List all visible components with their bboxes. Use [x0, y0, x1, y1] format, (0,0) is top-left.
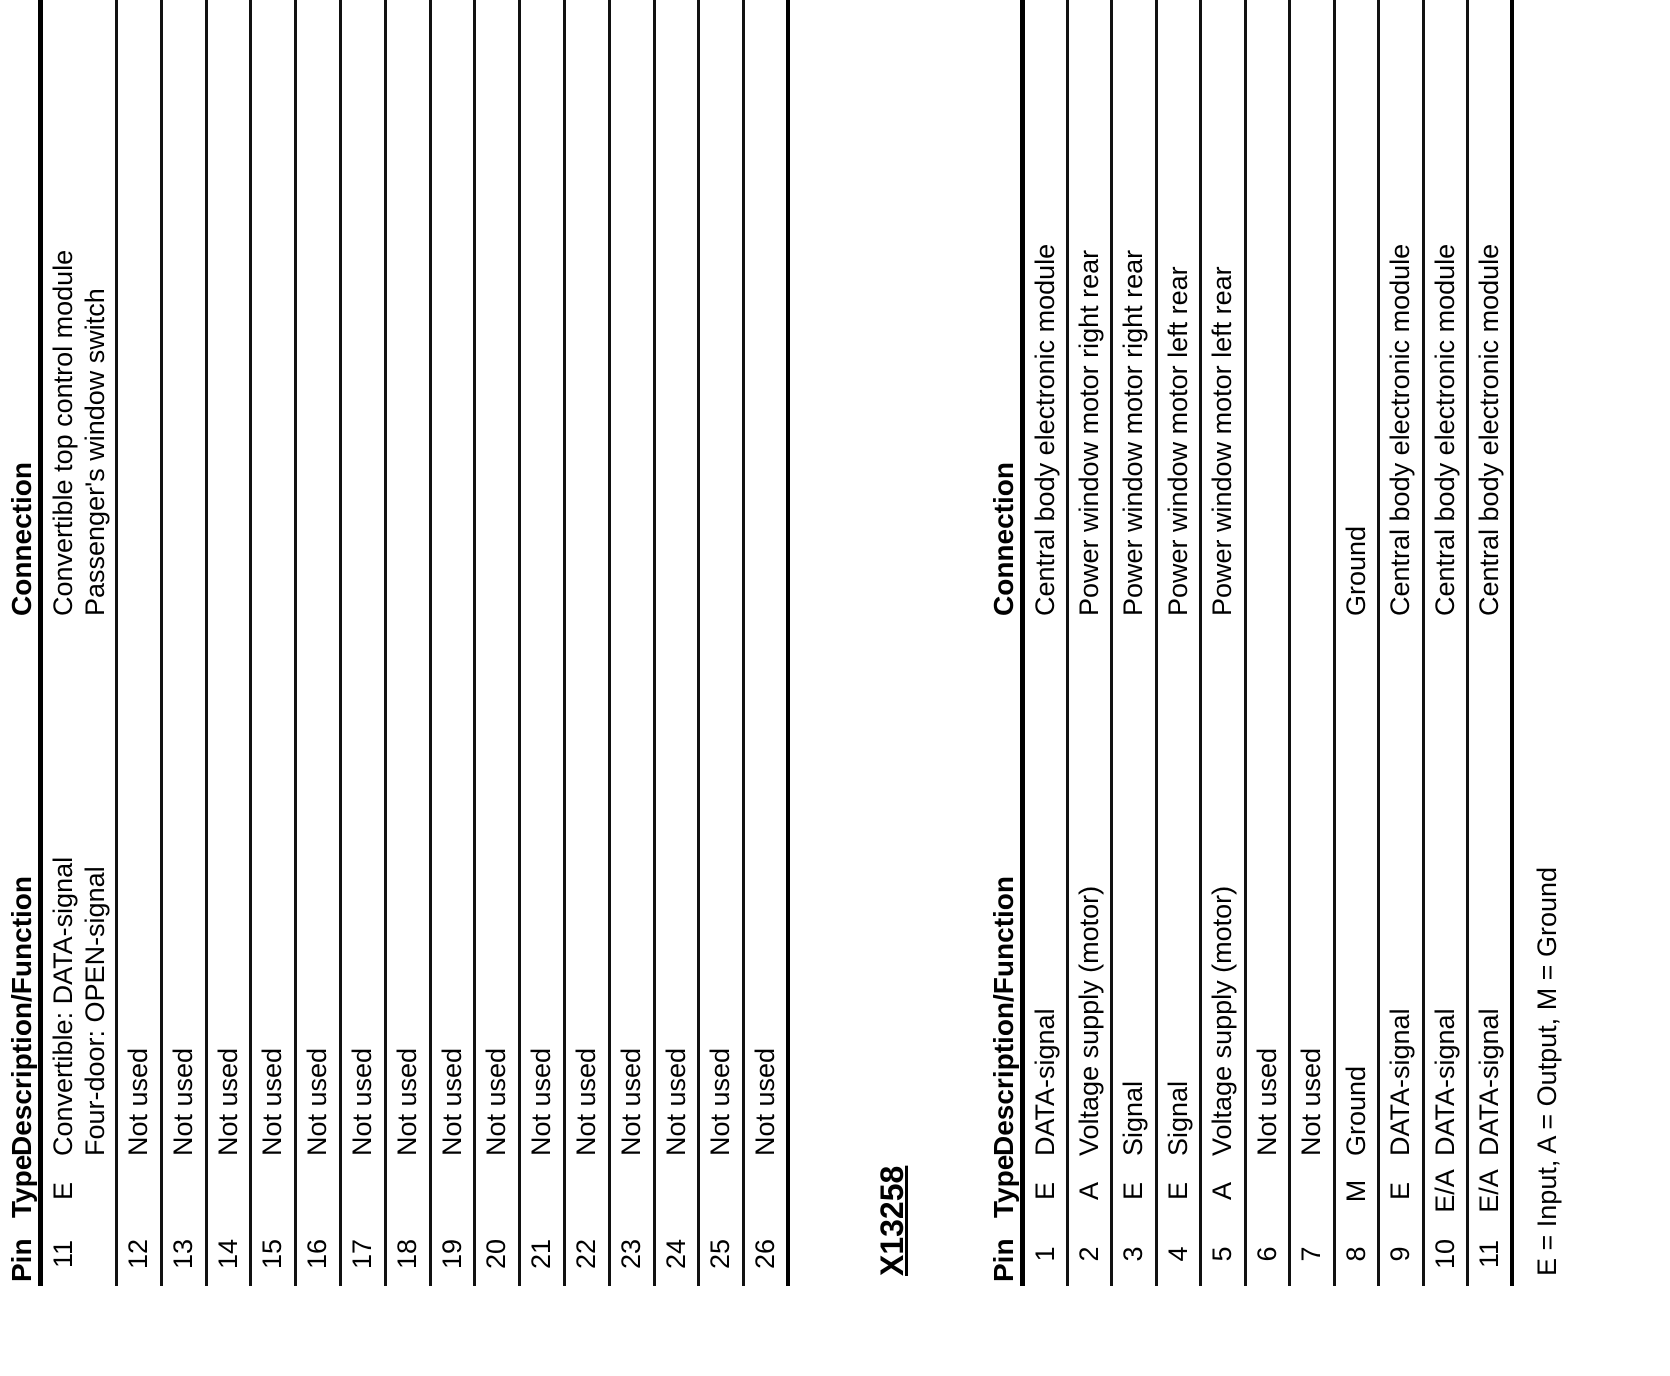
pin-table-x13258: [982, 0, 1514, 1286]
connection-cell-line: Power window motor right rear: [1073, 249, 1104, 616]
pin-cell: 15: [251, 1222, 296, 1286]
connection-cell: [1334, 0, 1379, 620]
type-cell: E: [1112, 1160, 1157, 1222]
description-cell-line: Not used: [1251, 1047, 1282, 1156]
description-cell-line: Not used: [302, 1047, 333, 1156]
pin-cell: 9: [1379, 1222, 1424, 1286]
table-row: [744, 0, 789, 1286]
description-cell: [654, 620, 699, 1160]
type-cell: [161, 1160, 206, 1222]
pin-cell: 1: [1023, 1222, 1068, 1286]
table-row: [1156, 0, 1201, 1286]
description-cell-line: Voltage supply (motor): [1073, 885, 1104, 1156]
connection-cell-line: Power window motor left rear: [1162, 266, 1193, 616]
table-row: [296, 0, 341, 1286]
pin-cell: 7: [1290, 1222, 1335, 1286]
connection-cell-line: Central body electronic module: [1385, 243, 1415, 616]
table-header-row: [0, 0, 41, 1286]
type-cell: [654, 1160, 699, 1222]
type-cell: [430, 1160, 475, 1222]
pin-cell: 20: [475, 1222, 520, 1286]
connection-cell: [1112, 0, 1157, 620]
header-connection: Connection: [0, 0, 41, 620]
connection-cell-line: Central body electronic module: [1474, 243, 1504, 616]
pin-cell: 22: [564, 1222, 609, 1286]
description-cell: [41, 620, 117, 1160]
pin-cell: 5: [1201, 1222, 1246, 1286]
type-cell: [609, 1160, 654, 1222]
connection-cell: [699, 0, 744, 620]
description-cell: [1379, 620, 1424, 1160]
description-cell: [520, 620, 565, 1160]
type-cell: A: [1067, 1160, 1112, 1222]
description-cell-line: Signal: [1118, 1080, 1148, 1156]
type-cell: E: [1023, 1160, 1068, 1222]
table-header-row: [982, 0, 1023, 1286]
pin-table-continued: [0, 0, 790, 1286]
description-cell: [296, 620, 341, 1160]
header-description: Description/Function: [0, 620, 41, 1160]
header-type: Type: [982, 1160, 1023, 1222]
pin-cell: 3: [1112, 1222, 1157, 1286]
type-cell: A: [1201, 1160, 1246, 1222]
description-cell-line: Convertible: DATA-signal: [48, 856, 78, 1156]
header-description: Description/Function: [982, 620, 1023, 1160]
connection-cell: [744, 0, 789, 620]
connection-cell: [1245, 0, 1290, 620]
type-cell: [699, 1160, 744, 1222]
description-cell: [1468, 620, 1513, 1160]
connection-cell: [520, 0, 565, 620]
table-row: [251, 0, 296, 1286]
connection-cell: [1023, 0, 1068, 620]
connection-cell: [117, 0, 162, 620]
description-cell: [1423, 620, 1468, 1160]
description-cell: [609, 620, 654, 1160]
table-row: [1379, 0, 1424, 1286]
description-cell-line: DATA-signal: [1385, 1008, 1415, 1156]
type-cell: E/A: [1468, 1160, 1513, 1222]
description-cell-line: Not used: [750, 1047, 781, 1156]
table-row: [609, 0, 654, 1286]
pin-cell: 26: [744, 1222, 789, 1286]
description-cell: [117, 620, 162, 1160]
type-cell: [744, 1160, 789, 1222]
connection-cell-line: Ground: [1340, 525, 1371, 616]
table-row: [1023, 0, 1068, 1286]
connection-cell: [609, 0, 654, 620]
description-cell: [1290, 620, 1335, 1160]
description-cell-line: Not used: [705, 1047, 736, 1156]
description-cell-line: Not used: [615, 1047, 646, 1156]
pin-cell: 19: [430, 1222, 475, 1286]
description-cell: [1067, 620, 1112, 1160]
type-cell: M: [1334, 1160, 1379, 1222]
description-cell-line: Not used: [1296, 1047, 1326, 1156]
pin-cell: 10: [1423, 1222, 1468, 1286]
connection-cell: [1423, 0, 1468, 620]
pin-cell: 21: [520, 1222, 565, 1286]
description-cell: [1334, 620, 1379, 1160]
description-cell: [385, 620, 430, 1160]
description-cell-line: DATA-signal: [1474, 1008, 1504, 1156]
description-cell: [699, 620, 744, 1160]
description-cell: [161, 620, 206, 1160]
type-cell: [1245, 1160, 1290, 1222]
description-cell: [251, 620, 296, 1160]
table-row: [161, 0, 206, 1286]
table-row: [1468, 0, 1513, 1286]
pin-cell: 4: [1156, 1222, 1201, 1286]
type-cell: [251, 1160, 296, 1222]
table-row: [1201, 0, 1246, 1286]
pin-cell: 12: [117, 1222, 162, 1286]
table-row: [520, 0, 565, 1286]
description-cell: [1112, 620, 1157, 1160]
table-row: [385, 0, 430, 1286]
description-cell: [564, 620, 609, 1160]
type-cell: [117, 1160, 162, 1222]
description-cell-line: DATA-signal: [1030, 1008, 1060, 1156]
description-cell-line: Not used: [212, 1047, 243, 1156]
connection-cell: [1201, 0, 1246, 620]
table-row: [1245, 0, 1290, 1286]
legend-footnote: E = Input, A = Output, M = Ground: [1532, 866, 1562, 1276]
connection-cell: [1468, 0, 1513, 620]
type-cell: [296, 1160, 341, 1222]
table-row: [475, 0, 520, 1286]
description-cell: [744, 620, 789, 1160]
table-row: [1334, 0, 1379, 1286]
description-cell-line: Not used: [391, 1047, 422, 1156]
connection-cell: [161, 0, 206, 620]
header-pin: Pin: [0, 1222, 41, 1286]
description-cell: [430, 620, 475, 1160]
description-cell: [1156, 620, 1201, 1160]
table1-body: [41, 0, 789, 1286]
description-cell: [340, 620, 385, 1160]
description-cell-line: Ground: [1340, 1065, 1371, 1156]
connection-cell: [385, 0, 430, 620]
connection-cell: [564, 0, 609, 620]
type-cell: [475, 1160, 520, 1222]
pin-cell: 17: [340, 1222, 385, 1286]
connection-cell: [654, 0, 699, 620]
description-cell: [1201, 620, 1246, 1160]
table2-body: [1023, 0, 1513, 1286]
connection-cell: [1379, 0, 1424, 620]
connector-label: X13258: [874, 1165, 910, 1276]
description-cell: [1245, 620, 1290, 1160]
description-cell-line: Not used: [257, 1047, 288, 1156]
description-cell-line: Voltage supply (motor): [1207, 885, 1237, 1156]
type-cell: E: [1379, 1160, 1424, 1222]
connection-cell: [340, 0, 385, 620]
description-cell-line: Not used: [526, 1047, 557, 1156]
connection-cell-line: Passenger's window switch: [80, 288, 110, 616]
description-cell-line: Not used: [481, 1047, 512, 1156]
header-type: Type: [0, 1160, 41, 1222]
connection-cell-line: Central body electronic module: [1429, 243, 1460, 616]
header-pin: Pin: [982, 1222, 1023, 1286]
connection-cell-line: Power window motor left rear: [1207, 266, 1237, 616]
description-cell-line: Not used: [346, 1047, 377, 1156]
connection-cell-line: Power window motor right rear: [1118, 249, 1148, 616]
table-row: [1067, 0, 1112, 1286]
header-connection: Connection: [982, 0, 1023, 620]
description-cell-line: Signal: [1162, 1080, 1193, 1156]
table-row: [699, 0, 744, 1286]
pin-cell: 23: [609, 1222, 654, 1286]
connection-cell: [430, 0, 475, 620]
table-row: [430, 0, 475, 1286]
description-cell: [1023, 620, 1068, 1160]
type-cell: [564, 1160, 609, 1222]
connection-cell-line: Central body electronic module: [1030, 243, 1060, 616]
connection-cell: [475, 0, 520, 620]
type-cell: E: [41, 1160, 117, 1222]
connection-cell: [296, 0, 341, 620]
table-row: [1112, 0, 1157, 1286]
description-cell-line: Not used: [123, 1047, 153, 1156]
table-row: [41, 0, 117, 1286]
pin-cell: 16: [296, 1222, 341, 1286]
table-row: [117, 0, 162, 1286]
type-cell: [520, 1160, 565, 1222]
pin-cell: 2: [1067, 1222, 1112, 1286]
connection-cell: [1290, 0, 1335, 620]
pin-cell: 24: [654, 1222, 699, 1286]
connection-cell: [206, 0, 251, 620]
description-cell-line: Four-door: OPEN-signal: [80, 866, 110, 1156]
type-cell: [340, 1160, 385, 1222]
description-cell-line: Not used: [570, 1047, 601, 1156]
table-row: [1423, 0, 1468, 1286]
pin-cell: 11: [41, 1222, 117, 1286]
type-cell: [1290, 1160, 1335, 1222]
type-cell: [385, 1160, 430, 1222]
pin-cell: 8: [1334, 1222, 1379, 1286]
table-row: [1290, 0, 1335, 1286]
pin-cell: 6: [1245, 1222, 1290, 1286]
connection-cell: [41, 0, 117, 620]
description-cell-line: DATA-signal: [1429, 1008, 1460, 1156]
table-row: [654, 0, 699, 1286]
connection-cell: [251, 0, 296, 620]
description-cell: [206, 620, 251, 1160]
type-cell: E/A: [1423, 1160, 1468, 1222]
table-row: [340, 0, 385, 1286]
pin-cell: 14: [206, 1222, 251, 1286]
description-cell-line: Not used: [436, 1047, 467, 1156]
description-cell-line: Not used: [660, 1047, 691, 1156]
connection-cell-line: Convertible top control module: [48, 249, 78, 616]
table-row: [564, 0, 609, 1286]
pin-cell: 11: [1468, 1222, 1513, 1286]
type-cell: [206, 1160, 251, 1222]
pin-cell: 25: [699, 1222, 744, 1286]
description-cell: [475, 620, 520, 1160]
description-cell-line: Not used: [167, 1047, 198, 1156]
pin-cell: 13: [161, 1222, 206, 1286]
pin-cell: 18: [385, 1222, 430, 1286]
table-row: [206, 0, 251, 1286]
type-cell: E: [1156, 1160, 1201, 1222]
connection-cell: [1067, 0, 1112, 620]
connection-cell: [1156, 0, 1201, 620]
